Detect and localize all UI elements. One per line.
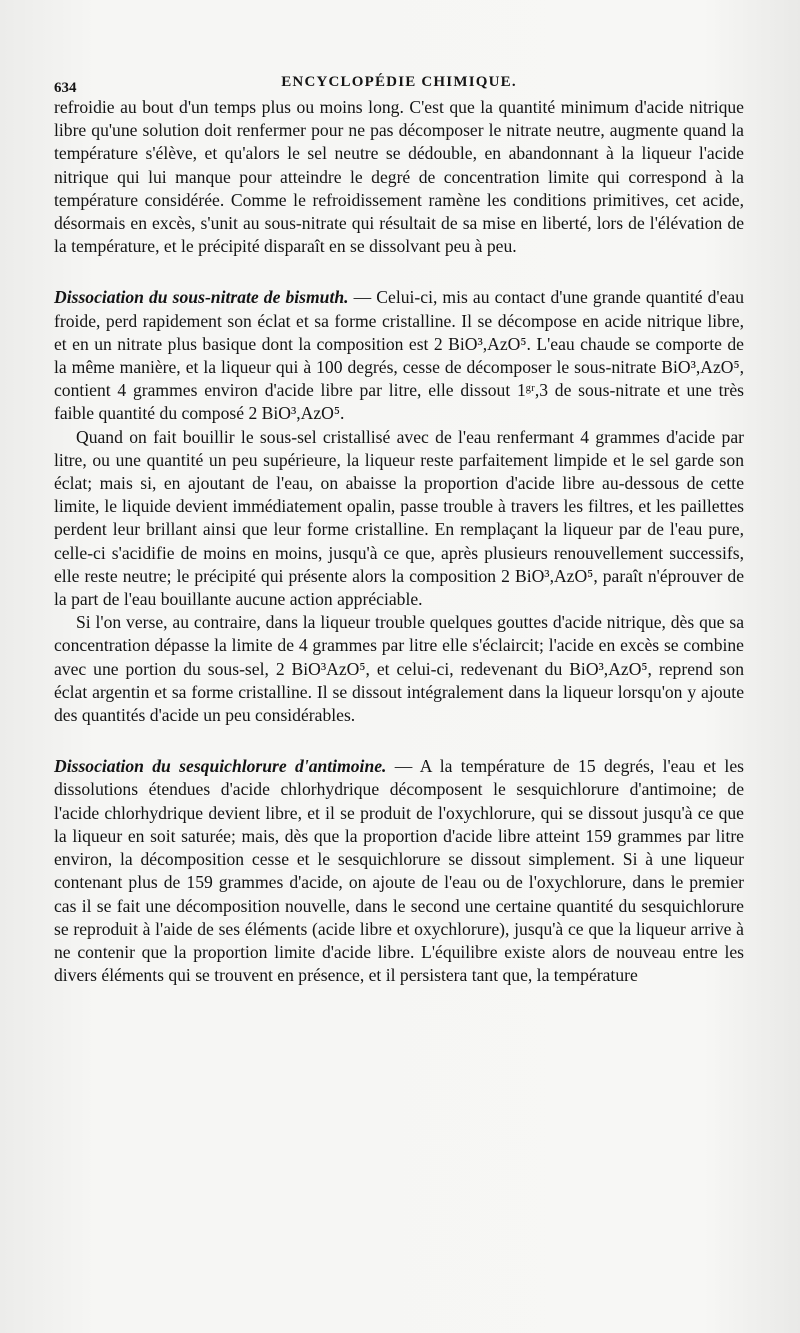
section-bismuth [54, 286, 744, 425]
paragraph-acid-addition: Si l'on verse, au contraire, dans la liqueur trouble quelques gouttes d'acide nitrique, dès que sa concentration dépasse la limite de 4 grammes par litre elle s'éclaircit; l'acide en excès se combine avec une portion du sous-sel, 2 BiO³AzO⁵, et celui-ci, redevenant du BiO³,AzO⁵, reprend son éclat argentin et sa forme cristalline. Il se dissout intégralement dans la liqueur lorsqu'on y ajoute des quantités d'acide un peu considérables. [54, 612, 744, 726]
paragraph-boiling: Quand on fait bouillir le sous-sel cristallisé avec de l'eau renfermant 4 grammes d'acide par litre, ou une quantité un peu supérieure, la liqueur reste parfaitement limpide et le sel garde son éclat; mais si, en ajoutant de l'eau, on abaisse la proportion d'acide libre au-dessous de cette limite, le liquide devient immédiatement opalin, passe trouble à travers les filtres, et les paillettes perdent leur brillant ainsi que leur forme cristalline. En remplaçant la liqueur par de l'eau pure, celle-ci s'acidifie de moins en moins, jusqu'à ce que, après plusieurs renouvellement successifs, elle reste neutre; le précipité qui présente alors la composition 2 BiO³,AzO⁵, paraît n'éprouver de la part de l'eau bouillante aucune action appréciable. [54, 426, 744, 610]
paragraph-continuation: refroidie au bout d'un temps plus ou moins long. C'est que la quantité minimum d'acide nitrique libre qu'une solution doit renfermer pour ne pas décomposer le nitrate neutre, augmente quand la température s'élève, et qu'alors le sel neutre se dédouble, en abandonnant à la liqueur l'acide nitrique qui lui manque pour atteindre le degré de concentration limite qui correspond à la température considérée. Comme le refroidissement ramène les conditions primitives, cet acide, désormais en excès, s'unit au sous-nitrate qui résultait de sa mise en liberté, lors de l'élévation de la température, et le précipité disparaît en se dissolvant peu à peu. [54, 97, 744, 257]
body-text [54, 96, 744, 987]
section-antimony [54, 755, 744, 987]
section-title-antimony: Dissociation du sesquichlorure d'antimoine. [54, 756, 387, 777]
section-text-bismuth: — Celui-ci, mis au contact d'une grande quantité d'eau froide, perd rapidement son éclat et sa forme cristalline. Il se décompose en acide nitrique libre, et en un nitrate plus basique dont la composition est 2 BiO³,AzO⁵. L'eau chaude se comporte de la même manière, et la liqueur qui à 100 degrés, cesse de décomposer le sous-nitrate BiO³,AzO⁵, contient 4 grammes environ d'acide libre par litre, elle dissout 1ᵍʳ,3 de sous-nitrate et une très faible quantité du composé 2 BiO³,AzO⁵. [54, 287, 745, 424]
section-text-antimony: — A la température de 15 degrés, l'eau et les dissolutions étendues d'acide chlorhydrique décomposent le sesquichlorure d'antimoine; de l'acide chlorhydrique devient libre, et il se produit de l'oxychlorure, qui se dissout jusqu'à ce que la liqueur en soit saturée; mais, dès que la proportion d'acide libre atteint 159 grammes par litre environ, la décomposition cesse et le sesquichlorure se dissout simplement. Si à une liqueur contenant plus de 159 grammes d'acide, on ajoute de l'eau ou de l'oxychlorure, dans le premier cas il se fait une décomposition nouvelle, dans le second une certaine quantité du sesquichlorure se reproduit à l'aide de ses éléments (acide libre et oxychlorure), jusqu'à ce que la liqueur arrive à ne contenir que la proportion limite d'acide libre. L'équilibre existe alors de nouveau entre les divers éléments qui se trouvent en présence, et il persistera tant que, la température [54, 756, 744, 986]
page-number: 634 [54, 80, 77, 96]
section-title-bismuth: Dissociation du sous-nitrate de bismuth. [54, 287, 349, 308]
running-title: ENCYCLOPÉDIE CHIMIQUE. [281, 74, 517, 90]
page-header [54, 74, 744, 98]
